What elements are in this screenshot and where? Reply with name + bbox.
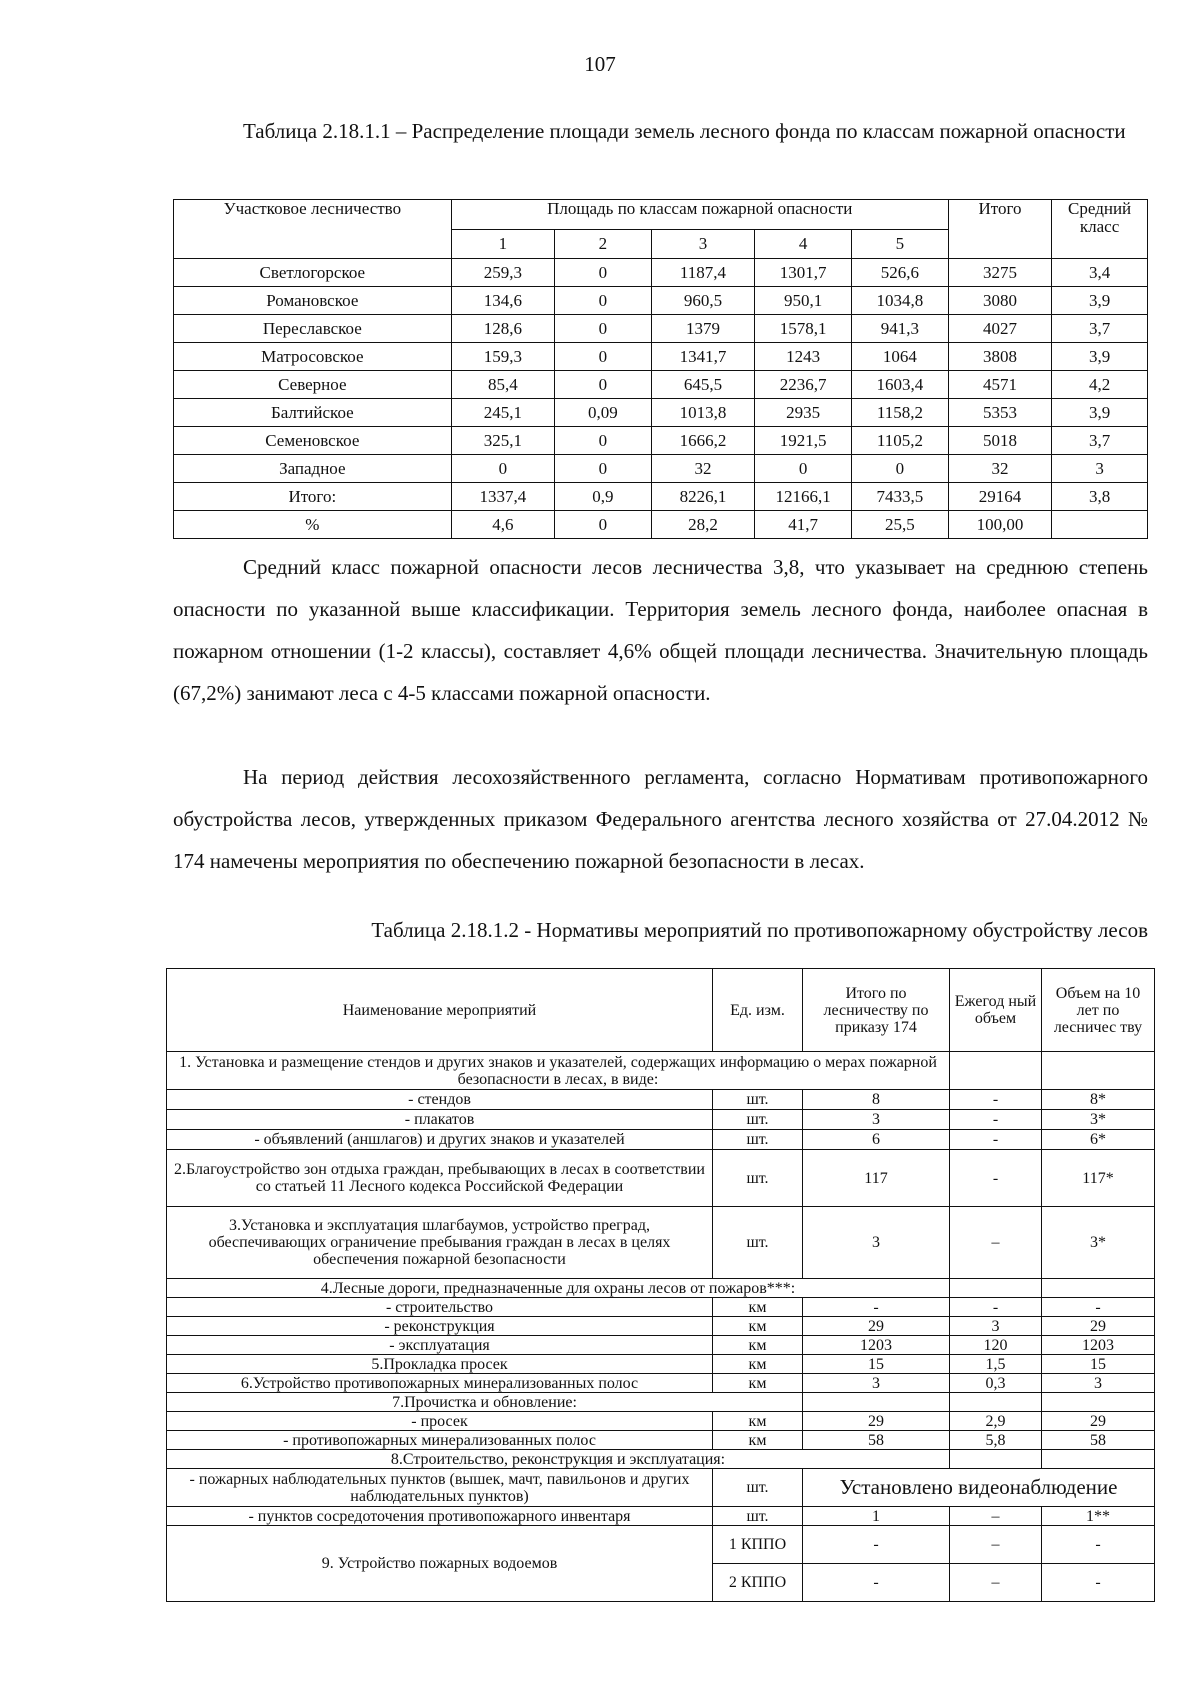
paragraph-avg-class: Средний класс пожарной опасности лесов лесничества 3,8, что указывает на среднюю степень опасности по указанной выше классификации. Территория земель лесного фонда, наиболее опасная в пожарном отношении (1-2 классы), составляет 4,6% общей площади лесничества. Значительную площадь (67,2%) занимают леса с 4-5 классами пожарной опасности. xyxy=(173,555,1148,705)
value-cell: 941,3 xyxy=(852,315,949,343)
table-row xyxy=(174,287,1148,315)
forestry-name-cell: Балтийское xyxy=(174,399,452,427)
table-row: - реконструкция км 29 3 29 xyxy=(167,1317,1155,1336)
value-cell: 5018 xyxy=(948,427,1051,455)
value-cell: 1603,4 xyxy=(852,371,949,399)
value-cell: 0 xyxy=(554,371,651,399)
table-row: 9. Устройство пожарных водоемов 1 КППО - – - xyxy=(167,1526,1155,1564)
class-header: 3 xyxy=(651,230,754,259)
value-cell: 526,6 xyxy=(852,259,949,287)
value-cell: 0 xyxy=(554,259,651,287)
value-cell: 3275 xyxy=(948,259,1051,287)
value-cell: 1105,2 xyxy=(852,427,949,455)
table-row: - плакатов шт. 3 - 3* xyxy=(167,1110,1155,1130)
value-cell: 1666,2 xyxy=(651,427,754,455)
table-row xyxy=(174,371,1148,399)
forestry-name-cell: Романовское xyxy=(174,287,452,315)
header-volume-10y: Объем на 10 лет по лесничес тву xyxy=(1042,969,1155,1052)
value-cell: 85,4 xyxy=(451,371,554,399)
value-cell: 245,1 xyxy=(451,399,554,427)
section-7: 7.Прочистка и обновление: xyxy=(167,1393,803,1412)
value-cell: 32 xyxy=(651,455,754,483)
table-row xyxy=(174,399,1148,427)
value-cell: 4,6 xyxy=(451,511,554,539)
table-row xyxy=(174,427,1148,455)
video-surveillance-note: Установлено видеонаблюдение xyxy=(803,1469,1155,1507)
class-header: 2 xyxy=(554,230,651,259)
header-total-order: Итого по лесничеству по приказу 174 xyxy=(803,969,950,1052)
forestry-name-cell: Итого: xyxy=(174,483,452,511)
header-unit: Ед. изм. xyxy=(713,969,803,1052)
value-cell: 41,7 xyxy=(755,511,852,539)
header-name: Наименование мероприятий xyxy=(167,969,713,1052)
value-cell: 0 xyxy=(554,455,651,483)
table-row xyxy=(174,259,1148,287)
value-cell: 3,7 xyxy=(1052,427,1148,455)
table2-caption: Таблица 2.18.1.2 - Нормативы мероприятий по противопожарному обустройству лесов xyxy=(371,918,1148,942)
value-cell: 0 xyxy=(554,315,651,343)
forestry-name-cell: Матросовское xyxy=(174,343,452,371)
value-cell: 3080 xyxy=(948,287,1051,315)
header-annual: Ежегод ный объем xyxy=(950,969,1042,1052)
value-cell: 25,5 xyxy=(852,511,949,539)
value-cell: 0 xyxy=(451,455,554,483)
value-cell: 0 xyxy=(554,427,651,455)
table1-body xyxy=(174,259,1148,539)
table-row: 5.Прокладка просек км 15 1,5 15 xyxy=(167,1355,1155,1374)
table-row: - просек км 29 2,9 29 xyxy=(167,1412,1155,1431)
table1-caption: Таблица 2.18.1.1 – Распределение площади земель лесного фонда по классам пожарной опасности xyxy=(243,119,1126,143)
value-cell: 4571 xyxy=(948,371,1051,399)
value-cell: 1337,4 xyxy=(451,483,554,511)
value-cell: 1158,2 xyxy=(852,399,949,427)
value-cell: 3,9 xyxy=(1052,343,1148,371)
header-total: Итого xyxy=(948,200,1051,259)
paragraph-regulation: На период действия лесохозяйственного регламента, согласно Нормативам противопожарного обустройства лесов, утвержденных приказом Федерального агентства лесного хозяйства от 27.04.2012 № 174 намечены мероприятия по обеспечению пожарной безопасности в лесах. xyxy=(173,765,1148,873)
forestry-name-cell: Светлогорское xyxy=(174,259,452,287)
table-row: 3.Установка и эксплуатация шлагбаумов, устройство преград, обеспечивающих ограничение пребывания граждан в лесах в целях обеспечения пожарной безопасности шт. 3 – 3* xyxy=(167,1207,1155,1279)
value-cell: 4,2 xyxy=(1052,371,1148,399)
value-cell xyxy=(1052,511,1148,539)
value-cell: 0 xyxy=(755,455,852,483)
section-4: 4.Лесные дороги, предназначенные для охраны лесов от пожаров***: xyxy=(167,1279,950,1298)
header-area: Площадь по классам пожарной опасности xyxy=(451,200,948,230)
value-cell: 3 xyxy=(1052,455,1148,483)
value-cell: 0 xyxy=(554,511,651,539)
table-row: - пожарных наблюдательных пунктов (вышек, мачт, павильонов и других наблюдательных пунктов) шт. Установлено видеонаблюдение xyxy=(167,1469,1155,1507)
value-cell: 29164 xyxy=(948,483,1051,511)
value-cell: 1301,7 xyxy=(755,259,852,287)
value-cell: 2236,7 xyxy=(755,371,852,399)
table-row: 6.Устройство противопожарных минерализованных полос км 3 0,3 3 xyxy=(167,1374,1155,1393)
value-cell: 1187,4 xyxy=(651,259,754,287)
table-row: - эксплуатация км 1203 120 1203 xyxy=(167,1336,1155,1355)
table-row: - объявлений (аншлагов) и других знаков и указателей шт. 6 - 6* xyxy=(167,1130,1155,1150)
value-cell: 259,3 xyxy=(451,259,554,287)
value-cell: 159,3 xyxy=(451,343,554,371)
value-cell: 3,8 xyxy=(1052,483,1148,511)
value-cell: 8226,1 xyxy=(651,483,754,511)
fire-class-area-table xyxy=(173,199,1148,539)
table-row: - строительство км - - - xyxy=(167,1298,1155,1317)
value-cell: 128,6 xyxy=(451,315,554,343)
forestry-name-cell: Переславское xyxy=(174,315,452,343)
value-cell: 0 xyxy=(852,455,949,483)
table-row: 2 КППО - – - xyxy=(167,1564,1155,1602)
section-8: 8.Строительство, реконструкция и эксплуатация: xyxy=(167,1450,950,1469)
forestry-name-cell: Северное xyxy=(174,371,452,399)
value-cell: 1243 xyxy=(755,343,852,371)
value-cell: 0 xyxy=(554,343,651,371)
value-cell: 12166,1 xyxy=(755,483,852,511)
table-row xyxy=(174,511,1148,539)
value-cell: 645,5 xyxy=(651,371,754,399)
header-forestry: Участковое лесничество xyxy=(174,200,452,259)
value-cell: 28,2 xyxy=(651,511,754,539)
value-cell: 950,1 xyxy=(755,287,852,315)
value-cell: 100,00 xyxy=(948,511,1051,539)
value-cell: 3,4 xyxy=(1052,259,1148,287)
forestry-name-cell: Западное xyxy=(174,455,452,483)
value-cell: 134,6 xyxy=(451,287,554,315)
value-cell: 3,9 xyxy=(1052,399,1148,427)
value-cell: 3808 xyxy=(948,343,1051,371)
value-cell: 32 xyxy=(948,455,1051,483)
class-header: 4 xyxy=(755,230,852,259)
value-cell: 1921,5 xyxy=(755,427,852,455)
value-cell: 960,5 xyxy=(651,287,754,315)
table-row: - стендов шт. 8 - 8* xyxy=(167,1090,1155,1110)
forestry-name-cell: % xyxy=(174,511,452,539)
table-row: 2.Благоустройство зон отдыха граждан, пребывающих в лесах в соответствии со статьей 11 Лесного кодекса Российской Федерации шт. 117 - 117* xyxy=(167,1150,1155,1207)
value-cell: 3,7 xyxy=(1052,315,1148,343)
class-header: 1 xyxy=(451,230,554,259)
value-cell: 5353 xyxy=(948,399,1051,427)
value-cell: 3,9 xyxy=(1052,287,1148,315)
value-cell: 1379 xyxy=(651,315,754,343)
value-cell: 7433,5 xyxy=(852,483,949,511)
value-cell: 0,9 xyxy=(554,483,651,511)
forestry-name-cell: Семеновское xyxy=(174,427,452,455)
fire-measures-table xyxy=(166,968,1155,1602)
table-row: - противопожарных минерализованных полос км 58 5,8 58 xyxy=(167,1431,1155,1450)
value-cell: 1034,8 xyxy=(852,287,949,315)
value-cell: 0,09 xyxy=(554,399,651,427)
header-avg-class: Средний класс xyxy=(1052,200,1148,259)
value-cell: 1578,1 xyxy=(755,315,852,343)
table-row xyxy=(174,483,1148,511)
table-row xyxy=(174,343,1148,371)
table-row xyxy=(174,315,1148,343)
value-cell: 325,1 xyxy=(451,427,554,455)
value-cell: 4027 xyxy=(948,315,1051,343)
value-cell: 1013,8 xyxy=(651,399,754,427)
value-cell: 1341,7 xyxy=(651,343,754,371)
class-header: 5 xyxy=(852,230,949,259)
table-row xyxy=(174,455,1148,483)
value-cell: 1064 xyxy=(852,343,949,371)
value-cell: 2935 xyxy=(755,399,852,427)
page-number: 107 xyxy=(584,52,616,76)
value-cell: 0 xyxy=(554,287,651,315)
table-row: - пунктов сосредоточения противопожарного инвентаря шт. 1 – 1** xyxy=(167,1507,1155,1526)
section-1: 1. Установка и размещение стендов и других знаков и указателей, содержащих информацию о мерах пожарной безопасности в лесах, в виде: xyxy=(167,1052,950,1090)
